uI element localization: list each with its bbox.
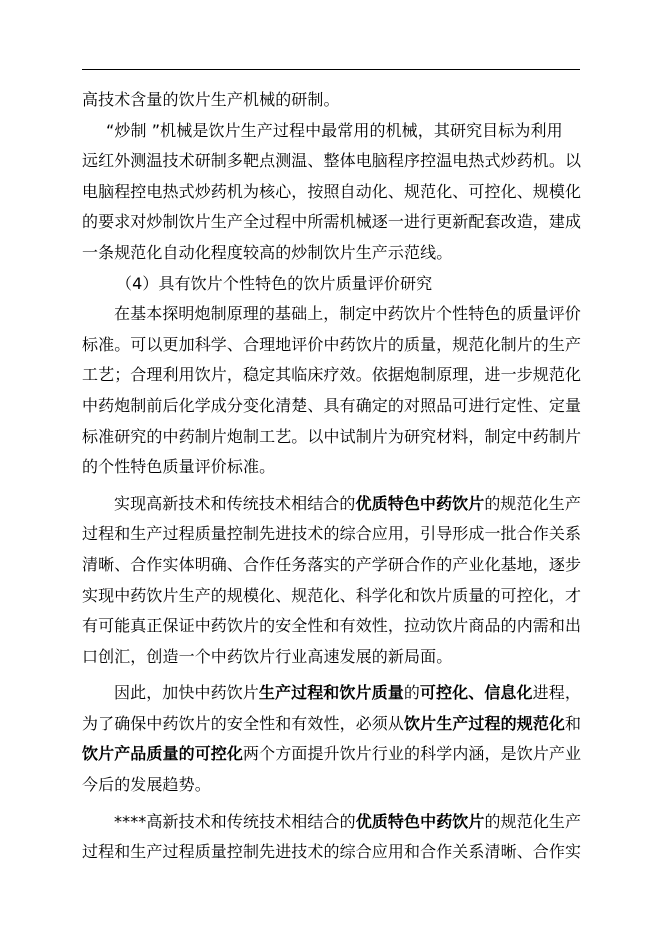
text-run: 两个方面提升饮片行业的科学内涵，是饮片产业 [243,744,582,764]
text-line [82,146,582,177]
bold-text-run: 优质特色中药饮片 [355,493,485,513]
text-line [82,489,582,520]
text-run: 进程， [532,683,581,703]
text-line [82,709,582,740]
paragraph-stir-fry-machine [82,116,582,269]
text-run: ****高新技术和传统技术相结合的 [114,811,356,831]
text-line [82,207,582,238]
text-line [82,770,582,801]
text-run: 高技术含量的饮片生产机械的研制。 [82,90,340,109]
heading-line [82,269,582,300]
text-line [82,360,582,391]
text-line [82,611,582,642]
text-run: 标准。可以更加科学、合理地评价中药饮片的质量，规范化制片的生产 [82,334,582,354]
text-line [82,550,582,581]
paragraph-continuation [82,85,582,116]
text-run: “炒制 ”机械是饮片生产过程中最常用的机械，其研究目标为利用 [106,120,563,140]
text-line [82,837,582,868]
heading-text: （4）具有饮片个性特色的饮片质量评价研究 [116,273,433,293]
paragraph-industrialization [82,489,582,673]
text-run: 一条规范化自动化程度较高的炒制饮片生产示范线。 [82,242,453,262]
text-line [82,177,582,208]
bold-text-run: 优质特色中药饮片 [355,811,485,831]
text-line [82,85,582,116]
text-run: 今后的发展趋势。 [82,775,211,795]
text-run: 中药炮制前后化学成分变化清楚、具有确定的对照品可进行定性、定量 [82,395,582,415]
header-rule [82,69,580,70]
text-line [82,519,582,550]
document-body [82,85,582,868]
paragraph-quality-standard [82,299,582,483]
text-line [82,581,582,612]
text-line [82,330,582,361]
text-line [82,807,582,838]
text-run: 有可能真正保证中药饮片的安全性和有效性，拉动饮片商品的内需和出 [82,616,582,636]
text-line [82,238,582,269]
bold-text-run: 生产过程和饮片质量 [258,683,404,703]
text-run: 过程和生产过程质量控制先进技术的综合应用，引导形成一批合作关系 [82,524,582,544]
paragraph-development-trend [82,678,582,800]
text-run: 的要求对炒制饮片生产全过程中所需机械逐一进行更新配套改造，建成 [82,212,582,232]
text-run: 因此，加快中药饮片 [114,683,259,703]
text-run: 的规范化生产 [484,493,581,513]
paragraph-summary [82,807,582,868]
text-run: 为了确保中药饮片的安全性和有效性，必须从 [82,713,405,733]
text-run: 远红外测温技术研制多靶点测温、整体电脑程序控温电热式炒药机。以 [82,151,582,171]
text-run: 清晰、合作实体明确、合作任务落实的产学研合作的产业化基地，逐步 [82,554,582,574]
text-run: 的 [403,683,420,703]
text-run: 电脑程控电热式炒药机为核心，按照自动化、规范化、可控化、规模化 [82,181,582,201]
text-line [82,299,582,330]
text-run: 在基本探明炮制原理的基础上，制定中药饮片个性特色的质量评价 [114,304,581,324]
text-line [82,678,582,709]
text-line [82,739,582,770]
bold-text-run: 饮片生产过程的规范化 [404,713,566,733]
text-line [82,391,582,422]
text-run: 实现中药饮片生产的规模化、规范化、科学化和饮片质量的可控化，才 [82,585,582,605]
text-run: 标准研究的中药制片炮制工艺。以中试制片为研究材料，制定中药制片 [82,426,582,446]
text-run: 实现高新技术和传统技术相结合的 [114,493,356,513]
text-line [82,116,582,147]
text-run: 的规范化生产 [484,811,582,831]
text-run: 工艺；合理利用饮片，稳定其临床疗效。依据炮制原理，进一步规范化 [82,365,582,385]
text-run: 过程和生产过程质量控制先进技术的综合应用和合作关系清晰、合作实 [82,842,582,862]
text-line [82,642,582,673]
bold-text-run: 饮片产品质量的可控化 [82,744,244,764]
text-run: 和 [565,713,582,733]
text-line [82,422,582,453]
text-line [82,452,582,483]
bold-text-run: 可控化、信息化 [419,683,533,703]
section-heading [82,269,582,300]
text-run: 的个性特色质量评价标准。 [82,457,276,477]
text-run: 口创汇，创造一个中药饮片行业高速发展的新局面。 [82,646,453,666]
